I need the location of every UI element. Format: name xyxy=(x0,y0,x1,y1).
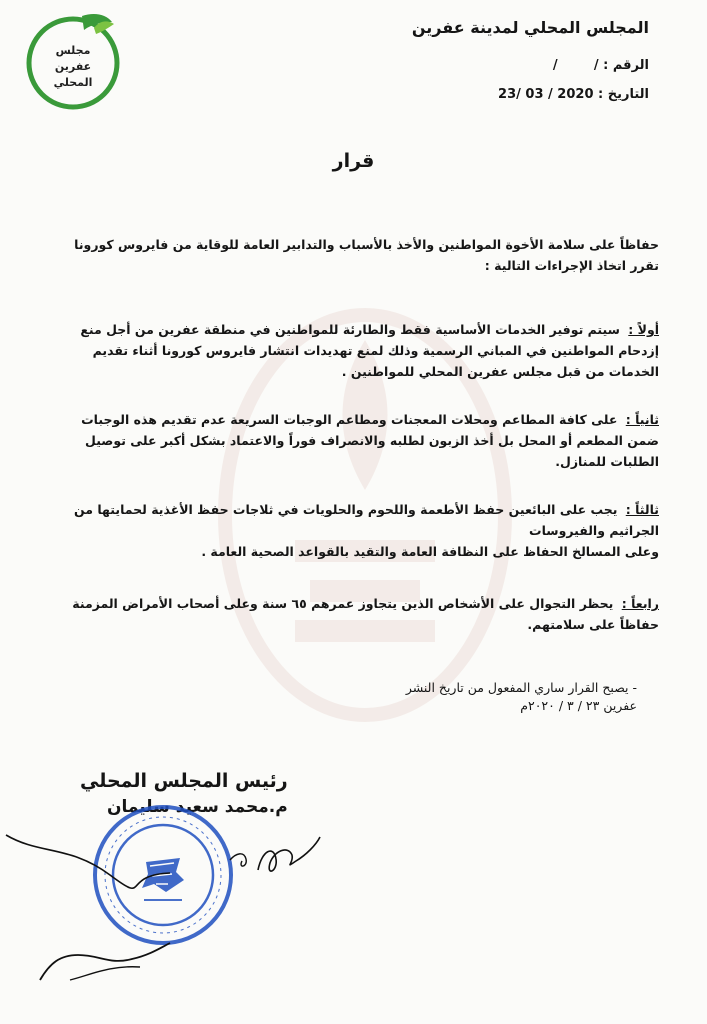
intro-paragraph: حفاظاً على سلامة الأخوة المواطنين والأخذ بالأسباب والتدابير العامة للوقاية من فايروس كورونا تقرر اتخاذ الإجراءات التالية : xyxy=(74,237,659,273)
logo-line-2: عفرين xyxy=(54,60,92,73)
item-3-text-continued: وعلى المسالخ الحفاظ على النظافة العامة والتقيد بالقواعد الصحية العامة . xyxy=(201,544,659,559)
handwritten-signature-icon xyxy=(0,815,350,1005)
logo-line-3: المحلي xyxy=(53,76,93,89)
signatory-name: م.محمد سعيد سليمان xyxy=(106,797,288,817)
reference-label: الرقم : xyxy=(603,58,649,73)
date-label: التاريخ : xyxy=(598,87,649,102)
decision-title: قرار xyxy=(332,150,375,172)
item-4-text: يحظر التجوال على الأشخاص الذين يتجاوز عمرهم ٦٥ سنة وعلى أصحاب الأمراض المزمنة حفاظاً على سلامتهم. xyxy=(72,596,659,632)
decision-item-4 xyxy=(58,593,659,635)
signatory-title: رئيس المجلس المحلي xyxy=(80,770,288,792)
item-2-label: ثانياً : xyxy=(625,412,659,427)
item-1-text: سيتم توفير الخدمات الأساسية فقط والطارئة للمواطنين في منطقة عفرين من أجل منع إزدحام المواطنين في المباني الرسمية وذلك لمنع تهديدات انتشار فايروس كورونا أثناء تقديم الخدمات من قبل مجلس عفرين المحلي للمواطنين . xyxy=(80,322,659,379)
logo-line-1: مجلس xyxy=(55,44,91,57)
date-value: 23/ 03 / 2020 xyxy=(498,87,594,102)
item-1-label: أولاً : xyxy=(628,322,659,337)
document-date xyxy=(412,87,649,102)
effective-date-note xyxy=(330,679,637,715)
place-date-line: عفرين ٢٣ / ٣ / ٢٠٢٠م xyxy=(520,698,637,713)
effective-line: - يصبح القرار ساري المفعول من تاريخ النشر xyxy=(405,680,637,695)
item-3-label: ثالثاً : xyxy=(625,502,659,517)
letterhead xyxy=(412,18,649,102)
item-3-text: يجب على البائعين حفظ الأطعمة واللحوم والحلويات في ثلاجات حفظ الأغذية لحمايتها من الجراثيم والفيروسات xyxy=(74,502,659,538)
item-2-text: على كافة المطاعم ومحلات المعجنات ومطاعم الوجبات السريعة عدم تقديم هذه الوجبات ضمن المطعم أو المحل بل أخذ الزبون لطلبه والانصراف فوراً والاعتماد بشكل أكبر على توصيل الطلبات للمنازل. xyxy=(81,412,659,469)
org-name: المجلس المحلي لمدينة عفرين xyxy=(411,18,649,37)
decision-item-1 xyxy=(58,319,659,382)
decision-item-3 xyxy=(58,499,659,562)
council-logo xyxy=(22,10,124,112)
decision-item-2 xyxy=(58,409,659,472)
reference-value: / / xyxy=(552,58,599,73)
reference-number xyxy=(412,58,649,73)
item-4-label: رابعاً : xyxy=(621,596,659,611)
